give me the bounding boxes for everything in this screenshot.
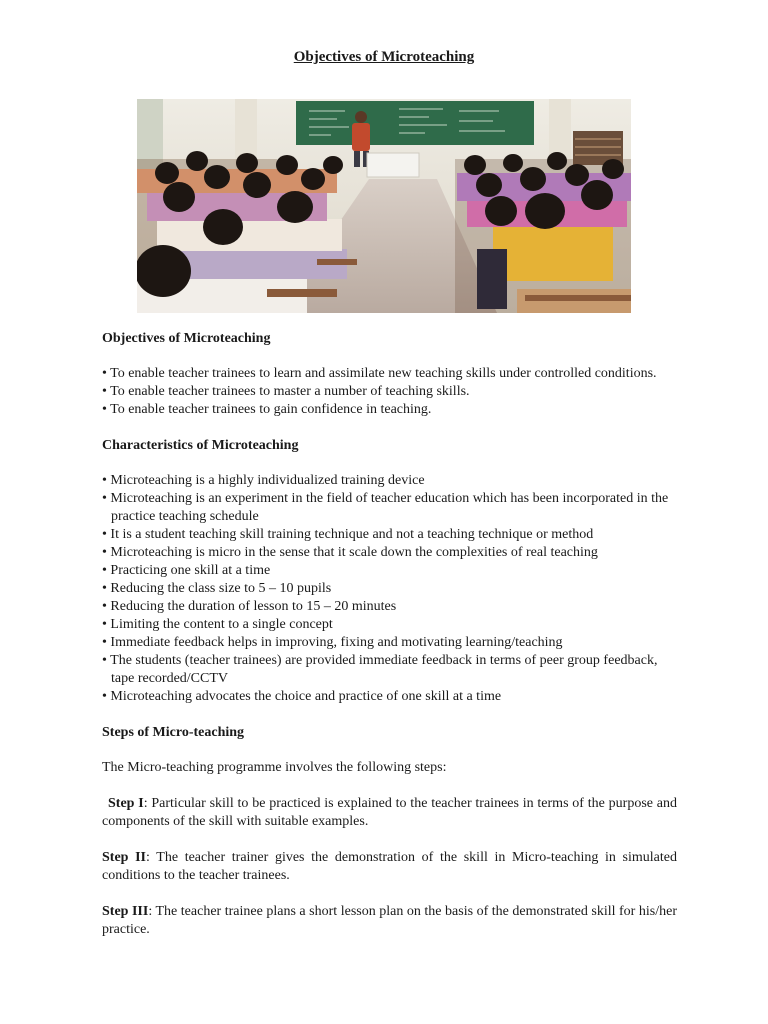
list-item: • To enable teacher trainees to master a number of teaching skills. bbox=[102, 384, 470, 399]
list-item: • Reducing the duration of lesson to 15 – 20 minutes bbox=[102, 599, 397, 614]
steps-heading: Steps of Micro-teaching bbox=[102, 725, 245, 740]
characteristics-list bbox=[102, 472, 677, 706]
list-item: • The students (teacher trainees) are provided immediate feedback in terms of peer group feedback, tape recorded/CCTV bbox=[102, 653, 658, 686]
characteristics-heading: Characteristics of Microteaching bbox=[102, 438, 299, 453]
list-item: • Practicing one skill at a time bbox=[102, 563, 271, 578]
step-label: Step I bbox=[108, 796, 144, 811]
page-title: Objectives of Microteaching bbox=[293, 49, 475, 65]
list-item: • Microteaching is an experiment in the field of teacher education which has been incorporated in the practice teaching schedule bbox=[102, 491, 669, 524]
step-label: Step III bbox=[102, 904, 149, 919]
list-item: • Immediate feedback helps in improving, fixing and motivating learning/teaching bbox=[102, 635, 563, 650]
step-paragraph bbox=[102, 795, 677, 831]
objectives-heading: Objectives of Microteaching bbox=[102, 331, 271, 346]
document-body bbox=[102, 330, 677, 939]
step-text: : The teacher trainee plans a short lesson plan on the basis of the demonstrated skill for his/her practice. bbox=[102, 904, 677, 937]
list-item: • Microteaching advocates the choice and practice of one skill at a time bbox=[102, 689, 502, 704]
list-item: • Microteaching is a highly individualized training device bbox=[102, 473, 425, 488]
step-paragraph bbox=[102, 903, 677, 939]
objectives-list bbox=[102, 365, 677, 419]
list-item: • Limiting the content to a single concept bbox=[102, 617, 333, 632]
step-paragraph bbox=[102, 849, 677, 885]
list-item: • It is a student teaching skill training technique and not a teaching technique or method bbox=[102, 527, 594, 542]
step-label: Step II bbox=[102, 850, 146, 865]
list-item: • Microteaching is micro in the sense that it scale down the complexities of real teaching bbox=[102, 545, 598, 560]
list-item: • Reducing the class size to 5 – 10 pupils bbox=[102, 581, 332, 596]
classroom-photo bbox=[137, 99, 631, 313]
steps-intro: The Micro-teaching programme involves the following steps: bbox=[102, 760, 447, 775]
step-text: : The teacher trainer gives the demonstration of the skill in Micro-teaching in simulated conditions to the teacher trainees. bbox=[102, 850, 677, 883]
list-item: • To enable teacher trainees to learn and assimilate new teaching skills under controlled conditions. bbox=[102, 366, 657, 381]
list-item: • To enable teacher trainees to gain confidence in teaching. bbox=[102, 402, 432, 417]
step-text: : Particular skill to be practiced is explained to the teacher trainees in terms of the purpose and components of the skill with suitable examples. bbox=[102, 796, 677, 829]
